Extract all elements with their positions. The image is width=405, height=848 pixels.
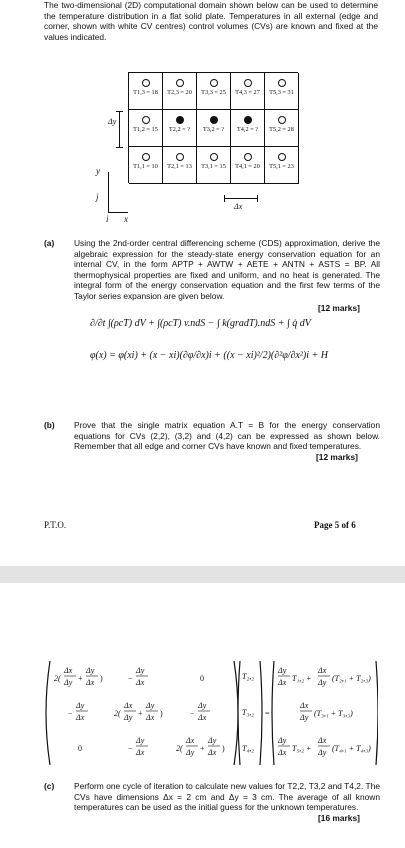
cv-centre-white: [278, 79, 286, 87]
svg-text:Δy: Δy: [146, 701, 155, 710]
svg-text:): ): [222, 744, 225, 753]
matrix-equation: [38, 659, 378, 767]
cv-centre-white: [278, 153, 286, 161]
part-b-marks: [12 marks]: [316, 452, 358, 462]
svg-text:Δy: Δy: [300, 713, 309, 722]
cv-2-1: [163, 147, 197, 184]
cv-label: T2,3 = 20: [167, 89, 192, 96]
svg-text:Δx: Δx: [300, 701, 309, 710]
svg-text:+: +: [78, 674, 83, 683]
cv-label: T5,3 = 31: [269, 89, 294, 96]
part-a-marks: [12 marks]: [318, 303, 360, 313]
part-b-label: (b): [44, 420, 55, 430]
svg-text:T₁,₂ +: T₁,₂ +: [292, 674, 312, 683]
cv-centre-white: [142, 79, 150, 87]
svg-text:Δy: Δy: [318, 678, 327, 687]
svg-text:Δx: Δx: [278, 748, 287, 757]
svg-text:+: +: [200, 744, 205, 753]
svg-text:Δy: Δy: [278, 736, 287, 745]
domain-figure: [84, 72, 344, 222]
svg-text:Δy: Δy: [86, 666, 95, 675]
dx-dimension-line: [224, 198, 258, 199]
part-c-label: (c): [44, 781, 55, 791]
j-label: j: [96, 192, 99, 202]
svg-text:Δx: Δx: [186, 736, 195, 745]
dy-dimension-line: [119, 111, 120, 148]
cv-centre-white: [176, 153, 184, 161]
svg-text:−: −: [190, 709, 195, 718]
cv-centre-white: [244, 153, 252, 161]
svg-text:Δx: Δx: [198, 713, 207, 722]
cv-label: T4,2 = ?: [236, 126, 259, 133]
cv-4-1: [231, 147, 265, 184]
cv-3-1: [197, 147, 231, 184]
cv-centre-white: [142, 116, 150, 124]
cv-5-2: [265, 110, 299, 147]
cv-label: T3,2 = ?: [202, 126, 225, 133]
dy-label: Δy: [108, 117, 117, 126]
cv-centre-white: [278, 116, 286, 124]
cv-label: T3,3 = 25: [201, 89, 226, 96]
pto-label: P.T.O.: [44, 520, 67, 530]
cv-label: T1,3 = 18: [133, 89, 158, 96]
svg-text:Δx: Δx: [136, 678, 145, 687]
cv-label: T4,1 = 20: [235, 163, 260, 170]
svg-text:Δx: Δx: [64, 666, 73, 675]
svg-text:Δx: Δx: [86, 678, 95, 687]
dx-label: Δx: [234, 202, 243, 211]
page-separator: [0, 566, 405, 583]
part-c-marks: [16 marks]: [318, 813, 360, 823]
svg-text:2(: 2(: [176, 744, 183, 753]
svg-text:Δy: Δy: [198, 701, 207, 710]
svg-text:): ): [160, 709, 163, 718]
svg-text:Δx: Δx: [318, 666, 327, 675]
cv-centre-black: [176, 116, 184, 124]
cv-label: T3,1 = 15: [201, 163, 226, 170]
svg-text:Δy: Δy: [64, 678, 73, 687]
svg-text:0: 0: [78, 744, 82, 753]
cv-5-1: [265, 147, 299, 184]
cv-label: T4,3 = 27: [235, 89, 260, 96]
integral-equation: ∂/∂t ∫(ρcT) dV + ∫(ρcT) v.ndS − ∫ k(gradT).ndS + ∫ q̇ dV: [90, 318, 311, 329]
svg-text:Δy: Δy: [278, 666, 287, 675]
svg-text:T₃,₂: T₃,₂: [242, 708, 255, 717]
cv-label: T1,2 = 15: [133, 126, 158, 133]
cv-centre-white: [142, 153, 150, 161]
svg-text:Δx: Δx: [278, 678, 287, 687]
cv-centre-white: [176, 79, 184, 87]
svg-text:2(: 2(: [114, 709, 121, 718]
part-a-label: (a): [44, 238, 55, 248]
cv-3-2: [197, 110, 231, 147]
cv-label: T1,1 = 10: [133, 163, 158, 170]
cv-label: T5,1 = 23: [269, 163, 294, 170]
part-b-text: Prove that the single matrix equation A.T = B for the energy conservation equations for CVs (2,2), (3,2) and (4,2) can be expressed as shown below. Remember that all edge and corner CVs have known and fixed temperatures.: [74, 420, 380, 452]
svg-text:Δx: Δx: [146, 713, 155, 722]
svg-text:T₅,₂ +: T₅,₂ +: [292, 744, 312, 753]
x-axis-label: x: [124, 214, 128, 224]
svg-text:): ): [100, 674, 103, 683]
svg-text:+: +: [138, 709, 143, 718]
svg-text:Δy: Δy: [318, 748, 327, 757]
svg-text:Δy: Δy: [136, 736, 145, 745]
part-c-text: Perform one cycle of iteration to calculate new values for T2,2, T3,2 and T4,2. The CVs have dimensions Δx = 2 cm and Δy = 3 cm. The average of all known temperatures can be used as the initial guess for the unknown temperatures.: [74, 781, 380, 813]
svg-text:Δx: Δx: [76, 713, 85, 722]
y-axis-label: y: [96, 166, 100, 176]
svg-text:=: =: [265, 709, 270, 718]
svg-text:−: −: [128, 674, 133, 683]
cv-1-2: [129, 110, 163, 147]
cv-1-1: [129, 147, 163, 184]
i-label: i: [106, 214, 109, 224]
svg-text:0: 0: [200, 674, 204, 683]
svg-text:Δy: Δy: [208, 736, 217, 745]
cv-centre-white: [210, 79, 218, 87]
svg-text:(T₂,₁ + T₂,₃): (T₂,₁ + T₂,₃): [332, 674, 371, 683]
svg-text:−: −: [68, 709, 73, 718]
cv-centre-black: [244, 116, 252, 124]
cv-label: T2,2 = ?: [168, 126, 191, 133]
cv-centre-black: [210, 116, 218, 124]
intro-paragraph: The two-dimensional (2D) computational domain shown below can be used to determine the temperature distribution in a flat solid plate. Temperatures in all external (edge and corner, shown with white CV centres) control volumes (CVs) are known and fixed at the values indicated.: [44, 0, 378, 42]
svg-text:2(: 2(: [54, 674, 61, 683]
svg-text:Δx: Δx: [124, 701, 133, 710]
cv-2-3: [163, 73, 197, 110]
cv-label: T2,1 = 13: [167, 163, 192, 170]
svg-text:(T₄,₁ + T₄,₃): (T₄,₁ + T₄,₃): [332, 744, 371, 753]
cv-grid: [128, 72, 298, 183]
svg-text:T₂,₂: T₂,₂: [242, 672, 255, 681]
cv-label: T5,2 = 28: [269, 126, 294, 133]
svg-text:T₄,₂: T₄,₂: [242, 744, 255, 753]
svg-text:Δx: Δx: [136, 748, 145, 757]
y-axis-line: [108, 172, 109, 212]
svg-text:Δx: Δx: [318, 736, 327, 745]
cv-4-3: [231, 73, 265, 110]
x-axis-line: [108, 212, 128, 213]
page-number: Page 5 of 6: [314, 520, 356, 530]
svg-text:Δy: Δy: [76, 701, 85, 710]
cv-1-3: [129, 73, 163, 110]
taylor-series-equation: φ(x) = φ(xi) + (x − xi)(∂φ/∂x)i + ((x − xi)²/2)(∂²φ/∂x²)i + H: [90, 350, 328, 361]
svg-text:Δy: Δy: [124, 713, 133, 722]
cv-2-2: [163, 110, 197, 147]
part-a-text: Using the 2nd-order central differencing scheme (CDS) approximation, derive the algebraic expression for the steady-state energy conservation equation for an internal CV, in the form APTP + AWTW + AETE + ANTN + ASTS = BP. All thermophysical properties are fixed and uniform, and no heat is generated. The integral form of the energy conservation equation and the first few terms of the Taylor series expansion are given below.: [74, 238, 380, 301]
cv-centre-white: [244, 79, 252, 87]
cv-centre-white: [210, 153, 218, 161]
cv-4-2: [231, 110, 265, 147]
cv-3-3: [197, 73, 231, 110]
cv-5-3: [265, 73, 299, 110]
svg-text:Δx: Δx: [208, 748, 217, 757]
svg-text:Δy: Δy: [186, 748, 195, 757]
svg-text:Δy: Δy: [136, 666, 145, 675]
svg-text:(T₃,₁ + T₃,₃): (T₃,₁ + T₃,₃): [314, 709, 353, 718]
svg-text:−: −: [128, 744, 133, 753]
page-2: [0, 583, 405, 848]
